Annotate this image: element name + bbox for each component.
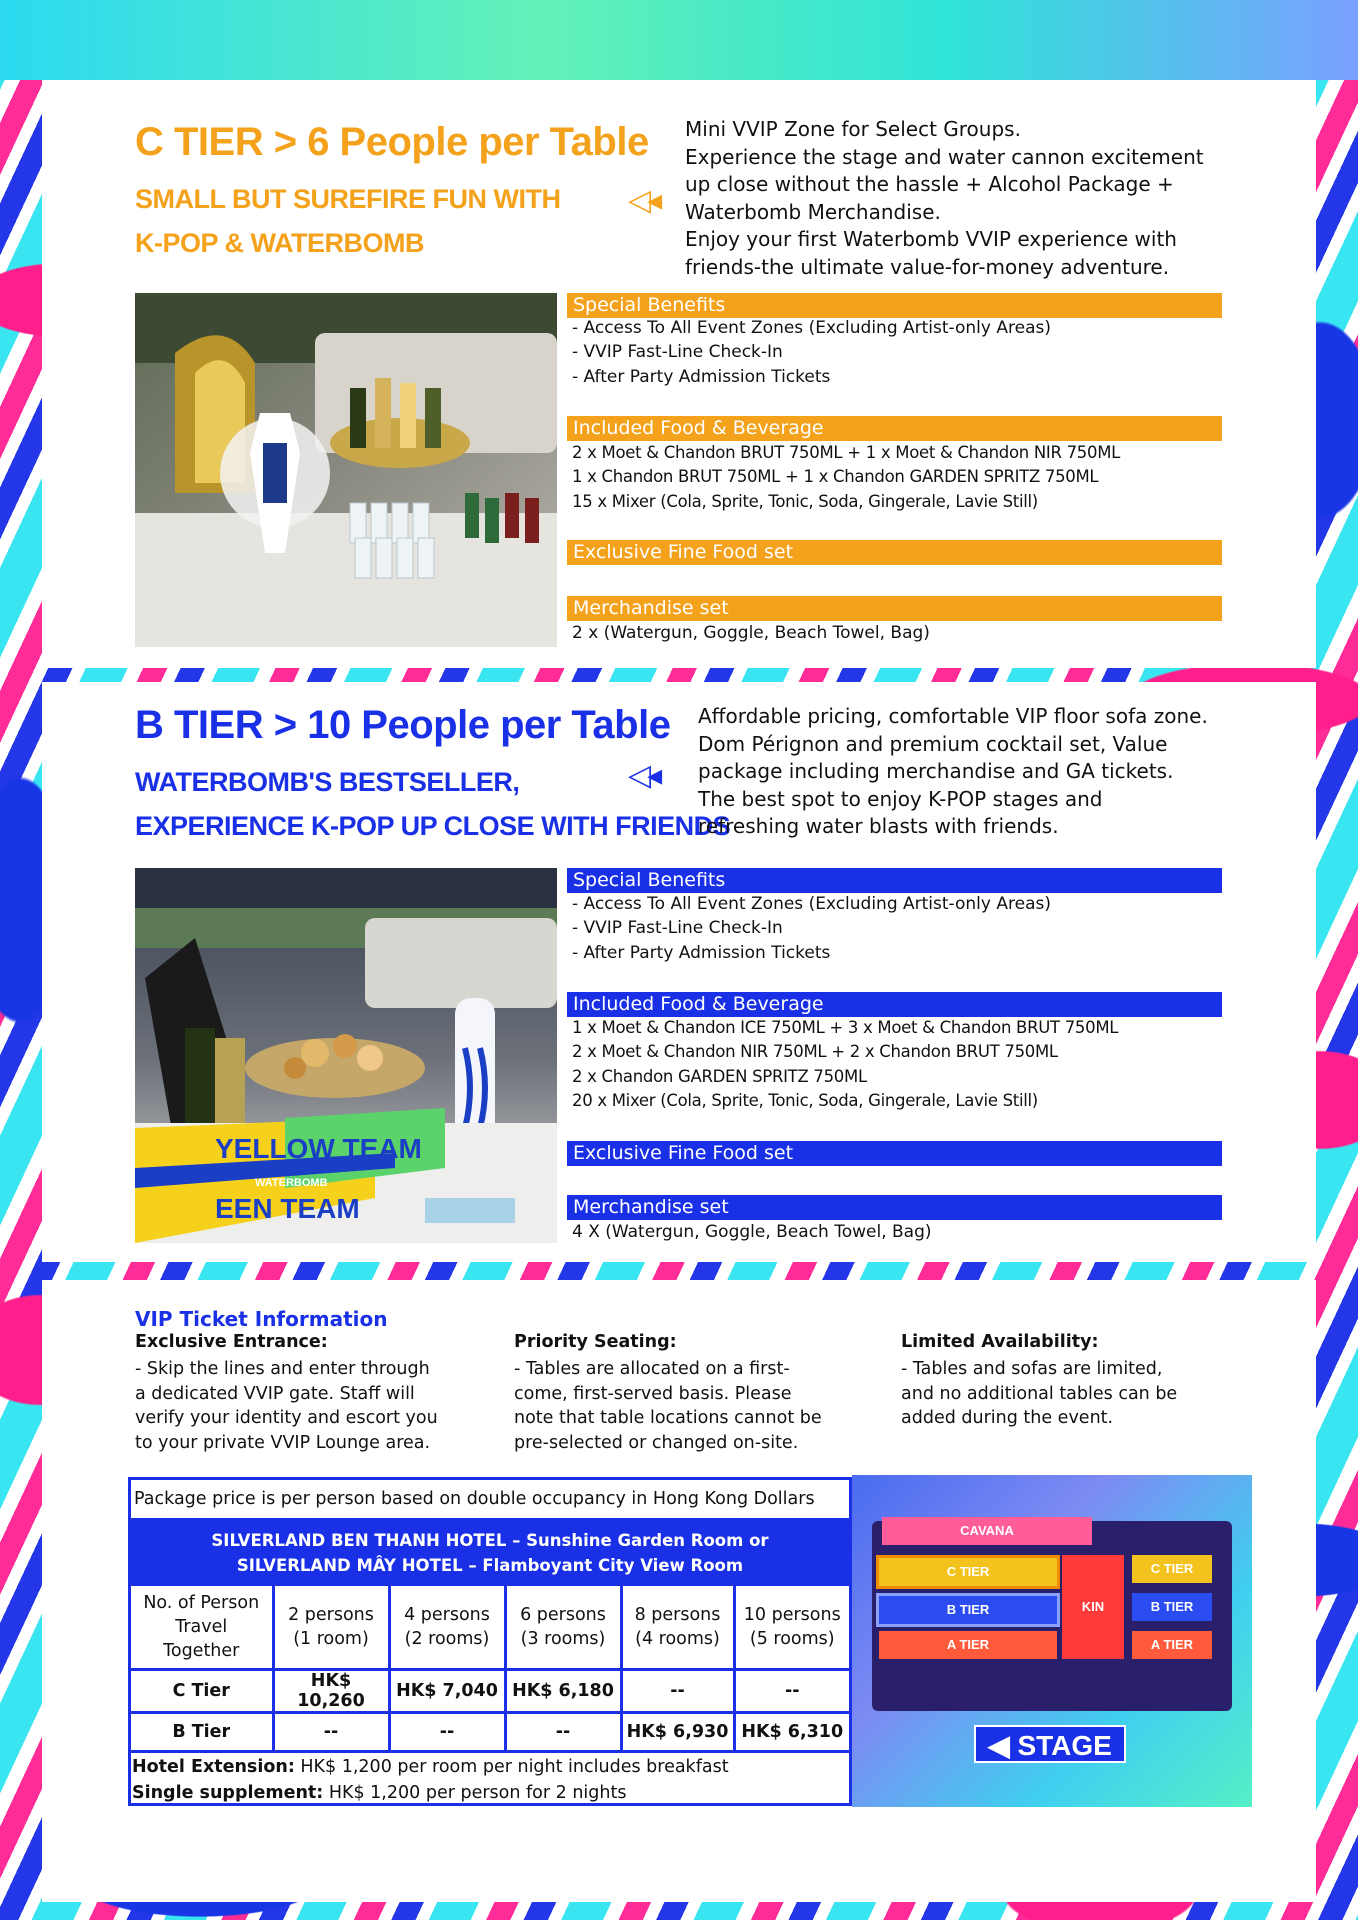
b-tier-table-photo bbox=[135, 868, 557, 1243]
benefit-item: - Access To All Event Zones (Excluding Artist-only Areas) bbox=[572, 318, 1051, 338]
table-row bbox=[131, 1670, 849, 1713]
food-item: 15 x Mixer (Cola, Sprite, Tonic, Soda, Gingerale, Lavie Still) bbox=[572, 492, 1038, 511]
map-zone-cavana: CAVANA bbox=[882, 1517, 1092, 1545]
info-line: and no additional tables can be bbox=[901, 1383, 1178, 1404]
description-line: package including merchandise and GA tickets. bbox=[698, 759, 1174, 783]
arrow-left-icon: ◁◂ bbox=[628, 758, 659, 793]
pricing-table-box bbox=[128, 1477, 852, 1806]
table-cell: HK$ 6,930 bbox=[621, 1713, 734, 1752]
b-special-benefits-header: Special Benefits bbox=[567, 868, 1222, 893]
stage-label: ◀ STAGE bbox=[974, 1725, 1126, 1763]
benefit-item: - After Party Admission Tickets bbox=[572, 367, 831, 387]
top-gradient-strip bbox=[0, 0, 1358, 80]
b-tier-description bbox=[698, 703, 1208, 841]
table-header-cell: 6 persons (3 rooms) bbox=[505, 1586, 621, 1670]
info-line: to your private VVIP Lounge area. bbox=[135, 1432, 431, 1453]
priority-seating-text bbox=[514, 1357, 822, 1455]
table-cell: B Tier bbox=[131, 1713, 273, 1752]
exclusive-entrance-title: Exclusive Entrance: bbox=[135, 1332, 328, 1352]
food-item: 2 x Moet & Chandon NIR 750ML + 2 x Chandon BRUT 750ML bbox=[572, 1042, 1058, 1061]
c-tier-title: C TIER > 6 People per Table bbox=[135, 120, 649, 164]
c-special-benefits-header: Special Benefits bbox=[567, 293, 1222, 318]
map-zone-a-tier-left: A TIER bbox=[879, 1631, 1057, 1659]
table-header-cell: 8 persons (4 rooms) bbox=[621, 1586, 734, 1670]
info-line: note that table locations cannot be bbox=[514, 1408, 822, 1428]
map-zone-b-tier-left: B TIER bbox=[876, 1593, 1060, 1627]
merch-item: 4 X (Watergun, Goggle, Beach Towel, Bag) bbox=[572, 1222, 932, 1242]
map-zone-b-tier-right: B TIER bbox=[1132, 1593, 1212, 1621]
green-team-text: EEN TEAM bbox=[215, 1193, 360, 1224]
table-header-cell: No. of Person Travel Together bbox=[131, 1586, 273, 1670]
c-tier-subtitle-2: K-POP & WATERBOMB bbox=[135, 228, 425, 258]
c-merchandise-header: Merchandise set bbox=[567, 596, 1222, 621]
priority-seating-title: Priority Seating: bbox=[514, 1332, 677, 1352]
food-item: 1 x Chandon BRUT 750ML + 1 x Chandon GARDEN SPRITZ 750ML bbox=[572, 467, 1099, 486]
table-header-cell: 2 persons (1 room) bbox=[273, 1586, 389, 1670]
info-line: - Tables and sofas are limited, bbox=[901, 1359, 1163, 1379]
description-line: refreshing water blasts with friends. bbox=[698, 814, 1059, 838]
description-line: Experience the stage and water cannon excitement bbox=[685, 144, 1204, 169]
exclusive-entrance-text bbox=[135, 1357, 438, 1455]
table-cell: -- bbox=[389, 1713, 505, 1752]
limited-availability-title: Limited Availability: bbox=[901, 1332, 1099, 1352]
venue-seating-map bbox=[852, 1475, 1252, 1807]
description-line: Waterbomb Merchandise. bbox=[685, 199, 941, 224]
table-header-cell: 4 persons (2 rooms) bbox=[389, 1586, 505, 1670]
benefit-item: - VVIP Fast-Line Check-In bbox=[572, 342, 783, 362]
table-cell: -- bbox=[505, 1713, 621, 1752]
arrow-left-icon: ◁◂ bbox=[628, 183, 659, 218]
food-item: 1 x Moet & Chandon ICE 750ML + 3 x Moet & Chandon BRUT 750ML bbox=[572, 1018, 1119, 1037]
food-item: 20 x Mixer (Cola, Sprite, Tonic, Soda, Gingerale, Lavie Still) bbox=[572, 1091, 1038, 1110]
description-line: Enjoy your first Waterbomb VVIP experience with bbox=[685, 227, 1177, 251]
description-line: Affordable pricing, comfortable VIP floor sofa zone. bbox=[698, 704, 1208, 728]
map-zone-c-tier-left: C TIER bbox=[876, 1555, 1060, 1589]
waterbomb-text: WATERBOMB bbox=[255, 1177, 328, 1189]
info-line: - Skip the lines and enter through bbox=[135, 1359, 430, 1379]
benefit-item: - After Party Admission Tickets bbox=[572, 943, 831, 963]
vip-ticket-info-heading: VIP Ticket Information bbox=[135, 1307, 388, 1331]
table-cell: HK$ 6,180 bbox=[505, 1670, 621, 1713]
description-line: Dom Pérignon and premium cocktail set, Value bbox=[698, 731, 1168, 756]
info-line: come, first-served basis. Please bbox=[514, 1383, 792, 1404]
map-zone-kin: KIN bbox=[1062, 1555, 1124, 1659]
description-line: friends-the ultimate value-for-money adventure. bbox=[685, 254, 1170, 279]
hotel-line: SILVERLAND BEN THANH HOTEL – Sunshine Garden Room or bbox=[211, 1531, 769, 1550]
price-note: Package price is per person based on double occupancy in Hong Kong Dollars bbox=[131, 1480, 849, 1521]
b-tier-subtitle-2: EXPERIENCE K-POP UP CLOSE WITH FRIENDS bbox=[135, 811, 731, 841]
hotel-header bbox=[131, 1521, 849, 1586]
food-item: 2 x Chandon GARDEN SPRITZ 750ML bbox=[572, 1067, 867, 1086]
table-cell: -- bbox=[734, 1670, 849, 1713]
b-food-beverage-header: Included Food & Beverage bbox=[567, 992, 1222, 1017]
table-header-cell: 10 persons (5 rooms) bbox=[734, 1586, 849, 1670]
b-tier-subtitle-1: WATERBOMB'S BESTSELLER, bbox=[135, 767, 520, 797]
map-zone-c-tier-right: C TIER bbox=[1132, 1555, 1212, 1583]
c-fine-food-header: Exclusive Fine Food set bbox=[567, 540, 1222, 565]
table-cell: HK$ 10,260 bbox=[273, 1670, 389, 1713]
table-cell: -- bbox=[621, 1670, 734, 1713]
b-merchandise-header: Merchandise set bbox=[567, 1195, 1222, 1220]
description-line: The best spot to enjoy K-POP stages and bbox=[698, 786, 1103, 811]
table-cell: HK$ 6,310 bbox=[734, 1713, 849, 1752]
c-food-beverage-header: Included Food & Beverage bbox=[567, 416, 1222, 441]
table-header-row bbox=[131, 1586, 849, 1670]
description-line: Mini VVIP Zone for Select Groups. bbox=[685, 117, 1021, 141]
table-cell: HK$ 7,040 bbox=[389, 1670, 505, 1713]
info-line: a dedicated VVIP gate. Staff will bbox=[135, 1383, 415, 1404]
c-tier-subtitle-1: SMALL BUT SUREFIRE FUN WITH bbox=[135, 184, 561, 214]
c-tier-description bbox=[685, 116, 1204, 281]
map-zone-a-tier-right: A TIER bbox=[1132, 1631, 1212, 1659]
yellow-team-text: YELLOW TEAM bbox=[215, 1133, 422, 1164]
hotel-extension-note: Hotel Extension: HK$ 1,200 per room per night includes breakfast bbox=[132, 1757, 729, 1777]
benefit-item: - Access To All Event Zones (Excluding Artist-only Areas) bbox=[572, 894, 1051, 914]
table-cell: C Tier bbox=[131, 1670, 273, 1713]
info-line: - Tables are allocated on a first- bbox=[514, 1359, 790, 1379]
table-row bbox=[131, 1713, 849, 1752]
b-fine-food-header: Exclusive Fine Food set bbox=[567, 1141, 1222, 1166]
c-tier-table-photo bbox=[135, 293, 557, 647]
benefit-item: - VVIP Fast-Line Check-In bbox=[572, 918, 783, 938]
description-line: up close without the hassle + Alcohol Package + bbox=[685, 172, 1174, 196]
info-line: verify your identity and escort you bbox=[135, 1408, 438, 1428]
single-supplement-note: Single supplement: HK$ 1,200 per person for 2 nights bbox=[132, 1783, 627, 1803]
merch-item: 2 x (Watergun, Goggle, Beach Towel, Bag) bbox=[572, 623, 930, 643]
info-line: pre-selected or changed on-site. bbox=[514, 1432, 799, 1453]
table-cell: -- bbox=[273, 1713, 389, 1752]
hotel-line: SILVERLAND MÂY HOTEL – Flamboyant City View Room bbox=[236, 1555, 744, 1575]
price-table bbox=[131, 1586, 849, 1753]
limited-availability-text bbox=[901, 1357, 1177, 1431]
b-tier-title: B TIER > 10 People per Table bbox=[135, 703, 671, 747]
info-line: added during the event. bbox=[901, 1408, 1114, 1428]
food-item: 2 x Moet & Chandon BRUT 750ML + 1 x Moet & Chandon NIR 750ML bbox=[572, 443, 1121, 462]
